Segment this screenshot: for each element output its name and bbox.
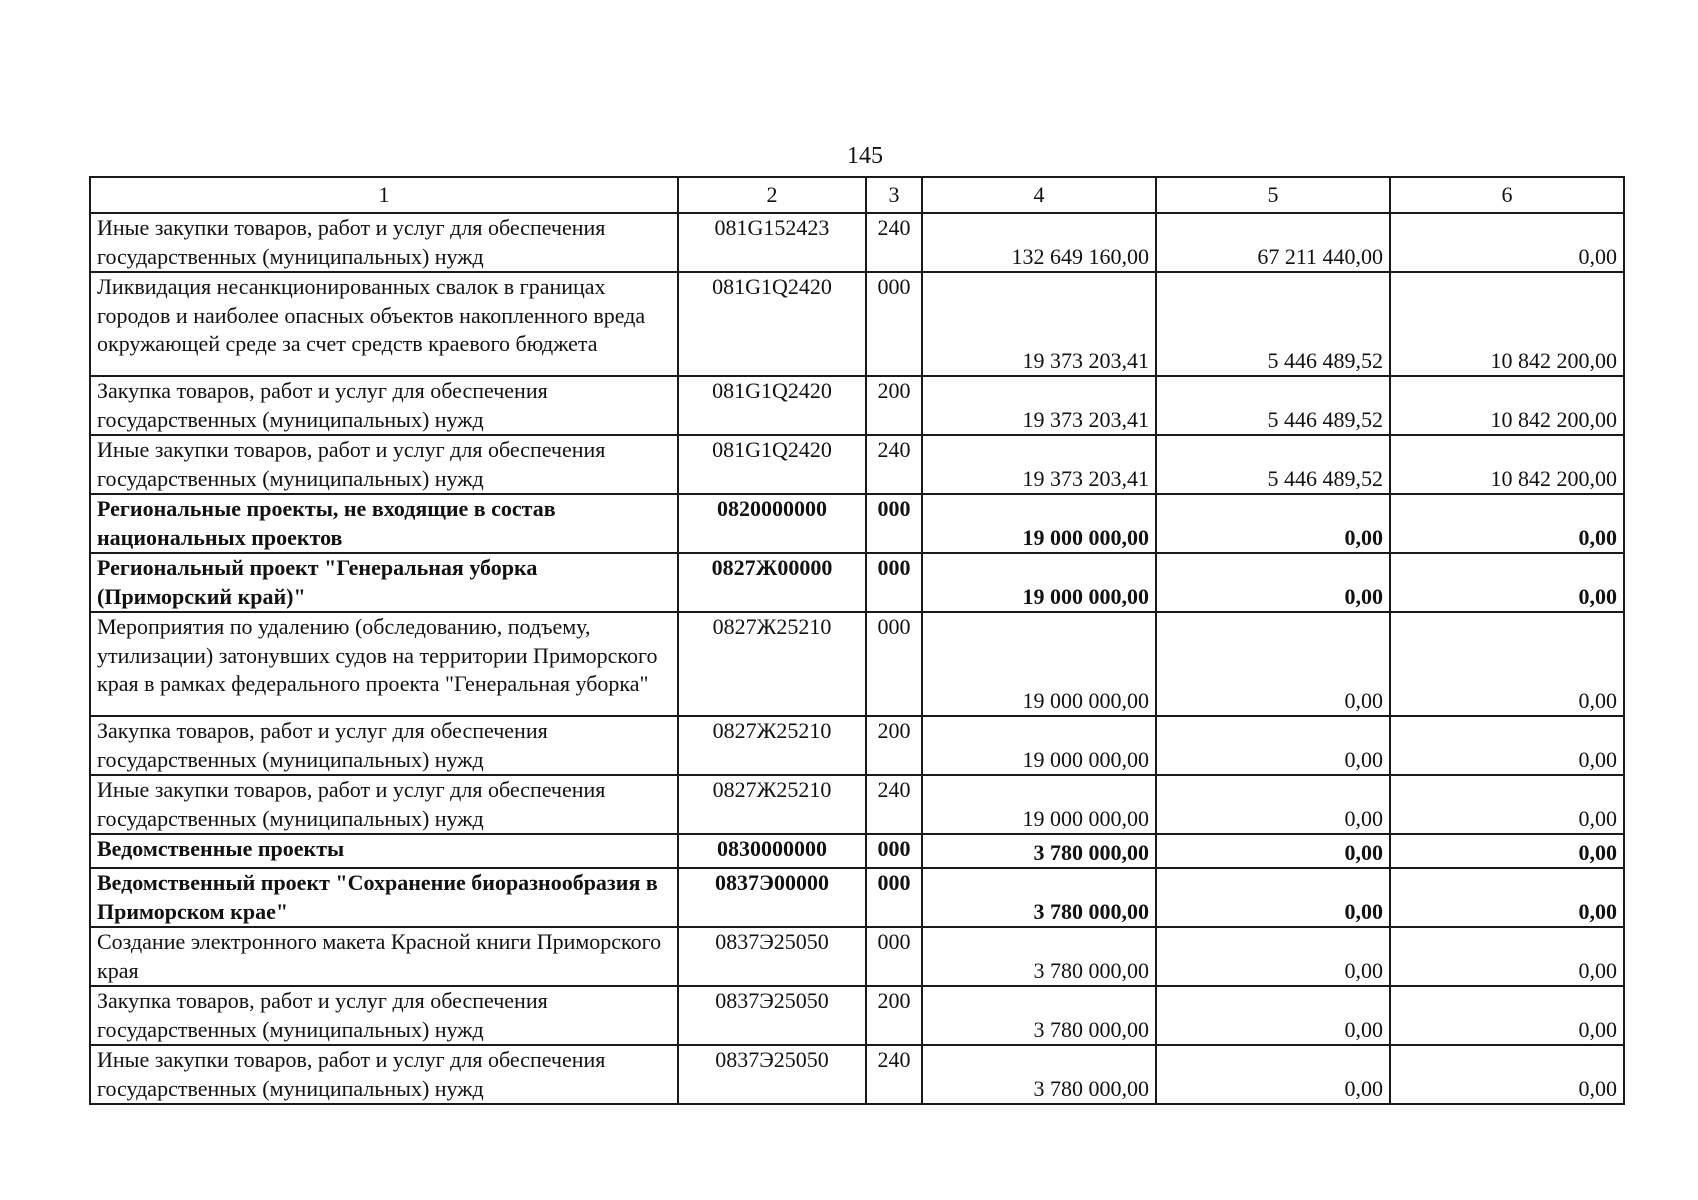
- row-name-cell: Закупка товаров, работ и услуг для обеспечения государственных (муниципальных) нужд: [90, 376, 678, 435]
- row-value-6-cell: 0,00: [1390, 775, 1624, 834]
- row-value-6-cell: 10 842 200,00: [1390, 376, 1624, 435]
- column-header-4: 4: [922, 177, 1156, 213]
- row-code-cell: 081G1Q2420: [678, 272, 866, 376]
- row-value-6-cell: 0,00: [1390, 213, 1624, 272]
- row-value-6-cell: 10 842 200,00: [1390, 272, 1624, 376]
- row-name-cell: Иные закупки товаров, работ и услуг для обеспечения государственных (муниципальных) нужд: [90, 213, 678, 272]
- row-value-5-cell: 0,00: [1156, 927, 1390, 986]
- table-row: [90, 986, 1624, 1045]
- table-body: [90, 213, 1624, 1104]
- table-row: [90, 834, 1624, 868]
- row-value-4-cell: 19 000 000,00: [922, 716, 1156, 775]
- row-value-6-cell: 0,00: [1390, 553, 1624, 612]
- table-row: [90, 868, 1624, 927]
- row-value-5-cell: 0,00: [1156, 612, 1390, 716]
- row-code-cell: 0837Э25050: [678, 927, 866, 986]
- table-row: [90, 716, 1624, 775]
- row-value-4-cell: 19 373 203,41: [922, 272, 1156, 376]
- row-value-6-cell: 0,00: [1390, 986, 1624, 1045]
- row-code-cell: 0827Ж25210: [678, 612, 866, 716]
- row-value-4-cell: 3 780 000,00: [922, 927, 1156, 986]
- row-code-cell: 0837Э00000: [678, 868, 866, 927]
- row-name-cell: Закупка товаров, работ и услуг для обеспечения государственных (муниципальных) нужд: [90, 716, 678, 775]
- column-header-1: 1: [90, 177, 678, 213]
- row-type-cell: 000: [866, 868, 922, 927]
- table-row: [90, 272, 1624, 376]
- row-code-cell: 081G152423: [678, 213, 866, 272]
- budget-table: [89, 176, 1625, 1105]
- row-value-4-cell: 3 780 000,00: [922, 834, 1156, 868]
- row-type-cell: 240: [866, 213, 922, 272]
- row-name-cell: Региональные проекты, не входящие в состав национальных проектов: [90, 494, 678, 553]
- row-value-5-cell: 0,00: [1156, 716, 1390, 775]
- row-code-cell: 0820000000: [678, 494, 866, 553]
- row-value-4-cell: 19 000 000,00: [922, 612, 1156, 716]
- table-row: [90, 376, 1624, 435]
- row-code-cell: 0827Ж25210: [678, 775, 866, 834]
- row-type-cell: 000: [866, 553, 922, 612]
- row-value-6-cell: 0,00: [1390, 927, 1624, 986]
- row-type-cell: 200: [866, 716, 922, 775]
- row-name-cell: Региональный проект "Генеральная уборка (Приморский край)": [90, 553, 678, 612]
- table-row: [90, 494, 1624, 553]
- row-name-cell: Создание электронного макета Красной книги Приморского края: [90, 927, 678, 986]
- row-value-5-cell: 0,00: [1156, 834, 1390, 868]
- row-type-cell: 000: [866, 612, 922, 716]
- page-number: 145: [847, 143, 883, 169]
- table-row: [90, 927, 1624, 986]
- row-type-cell: 240: [866, 435, 922, 494]
- row-code-cell: 081G1Q2420: [678, 376, 866, 435]
- row-value-4-cell: 19 000 000,00: [922, 553, 1156, 612]
- row-type-cell: 200: [866, 986, 922, 1045]
- row-value-4-cell: 3 780 000,00: [922, 868, 1156, 927]
- table-row: [90, 213, 1624, 272]
- row-type-cell: 000: [866, 494, 922, 553]
- row-value-4-cell: 19 373 203,41: [922, 435, 1156, 494]
- row-value-4-cell: 132 649 160,00: [922, 213, 1156, 272]
- row-value-6-cell: 0,00: [1390, 612, 1624, 716]
- row-value-6-cell: 10 842 200,00: [1390, 435, 1624, 494]
- row-value-6-cell: 0,00: [1390, 1045, 1624, 1104]
- row-value-4-cell: 19 000 000,00: [922, 775, 1156, 834]
- row-type-cell: 000: [866, 834, 922, 868]
- row-name-cell: Закупка товаров, работ и услуг для обеспечения государственных (муниципальных) нужд: [90, 986, 678, 1045]
- row-name-cell: Ведомственные проекты: [90, 834, 678, 868]
- row-code-cell: 0830000000: [678, 834, 866, 868]
- row-type-cell: 240: [866, 1045, 922, 1104]
- row-value-5-cell: 0,00: [1156, 553, 1390, 612]
- table-row: [90, 612, 1624, 716]
- row-type-cell: 200: [866, 376, 922, 435]
- table-header: [90, 177, 1624, 213]
- row-name-cell: Иные закупки товаров, работ и услуг для обеспечения государственных (муниципальных) нужд: [90, 775, 678, 834]
- row-value-6-cell: 0,00: [1390, 834, 1624, 868]
- row-type-cell: 000: [866, 272, 922, 376]
- row-value-6-cell: 0,00: [1390, 868, 1624, 927]
- row-value-5-cell: 0,00: [1156, 1045, 1390, 1104]
- row-value-4-cell: 3 780 000,00: [922, 986, 1156, 1045]
- row-value-5-cell: 5 446 489,52: [1156, 376, 1390, 435]
- row-value-4-cell: 3 780 000,00: [922, 1045, 1156, 1104]
- column-header-3: 3: [866, 177, 922, 213]
- row-name-cell: Иные закупки товаров, работ и услуг для обеспечения государственных (муниципальных) нужд: [90, 435, 678, 494]
- row-value-6-cell: 0,00: [1390, 716, 1624, 775]
- row-value-5-cell: 0,00: [1156, 775, 1390, 834]
- row-code-cell: 0827Ж00000: [678, 553, 866, 612]
- row-value-5-cell: 0,00: [1156, 868, 1390, 927]
- header-row: [90, 177, 1624, 213]
- row-code-cell: 0827Ж25210: [678, 716, 866, 775]
- column-header-2: 2: [678, 177, 866, 213]
- row-type-cell: 000: [866, 927, 922, 986]
- row-code-cell: 081G1Q2420: [678, 435, 866, 494]
- table-row: [90, 553, 1624, 612]
- column-header-5: 5: [1156, 177, 1390, 213]
- row-name-cell: Иные закупки товаров, работ и услуг для обеспечения государственных (муниципальных) нужд: [90, 1045, 678, 1104]
- row-value-5-cell: 67 211 440,00: [1156, 213, 1390, 272]
- table-row: [90, 435, 1624, 494]
- row-value-5-cell: 5 446 489,52: [1156, 272, 1390, 376]
- column-header-6: 6: [1390, 177, 1624, 213]
- row-value-5-cell: 0,00: [1156, 494, 1390, 553]
- row-code-cell: 0837Э25050: [678, 986, 866, 1045]
- row-value-6-cell: 0,00: [1390, 494, 1624, 553]
- table-row: [90, 775, 1624, 834]
- row-name-cell: Ликвидация несанкционированных свалок в границах городов и наиболее опасных объектов накопленного вреда окружающей среде за счет средств краевого бюджета: [90, 272, 678, 376]
- row-name-cell: Мероприятия по удалению (обследованию, подъему, утилизации) затонувших судов на территории Приморского края в рамках федерального проекта "Генеральная уборка": [90, 612, 678, 716]
- row-value-4-cell: 19 373 203,41: [922, 376, 1156, 435]
- row-value-5-cell: 5 446 489,52: [1156, 435, 1390, 494]
- row-code-cell: 0837Э25050: [678, 1045, 866, 1104]
- row-value-5-cell: 0,00: [1156, 986, 1390, 1045]
- row-type-cell: 240: [866, 775, 922, 834]
- row-value-4-cell: 19 000 000,00: [922, 494, 1156, 553]
- table-row: [90, 1045, 1624, 1104]
- row-name-cell: Ведомственный проект "Сохранение биоразнообразия в Приморском крае": [90, 868, 678, 927]
